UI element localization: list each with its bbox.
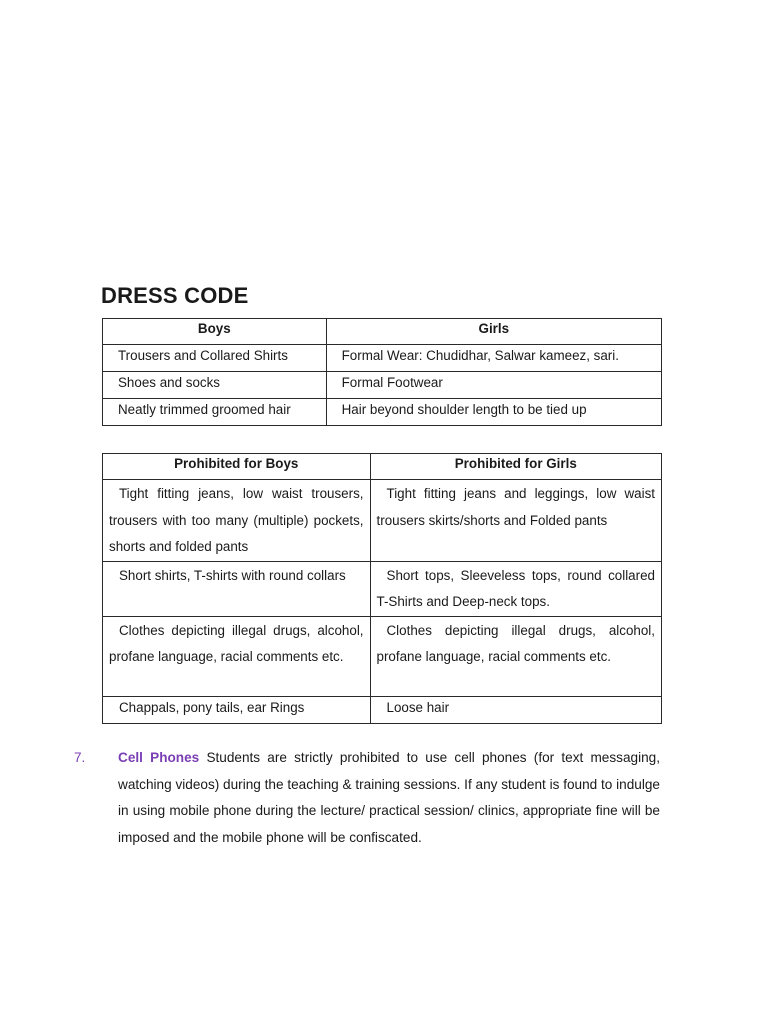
- cell-text: Tight fitting jeans and leggings, low waist trousers skirts/shorts and Folded pants: [376, 486, 655, 528]
- table-cell: [103, 616, 371, 696]
- cell-text: Short shirts, T-shirts with round collars: [119, 567, 346, 583]
- dress-code-table: [102, 318, 662, 426]
- table-row: [103, 616, 662, 696]
- column-header-girls: Girls: [326, 319, 661, 345]
- table-row: [103, 345, 662, 372]
- table-row: [103, 399, 662, 426]
- table-row: [103, 561, 662, 616]
- cell-text: Tight fitting jeans, low waist trousers, trousers with too many (multiple) pockets, shorts and folded pants: [109, 486, 364, 554]
- table-cell: Shoes and socks: [103, 372, 327, 399]
- table-cell: Chappals, pony tails, ear Rings: [103, 696, 371, 723]
- table-row: [103, 372, 662, 399]
- table-cell: Hair beyond shoulder length to be tied up: [326, 399, 661, 426]
- table-header-row: [103, 319, 662, 345]
- table-cell: [370, 480, 661, 562]
- column-header-boys: Boys: [103, 319, 327, 345]
- table-cell: Loose hair: [370, 696, 661, 723]
- cell-phones-section: [74, 745, 660, 851]
- table-cell: Formal Footwear: [326, 372, 661, 399]
- table-cell: [103, 561, 371, 616]
- table-cell: [370, 616, 661, 696]
- section-paragraph: [74, 745, 660, 851]
- section-number: 7.: [74, 750, 86, 765]
- cell-text: Clothes depicting illegal drugs, alcohol, profane language, racial comments etc.: [376, 622, 655, 664]
- cell-text: Short tops, Sleeveless tops, round collared T-Shirts and Deep-neck tops.: [376, 567, 655, 609]
- prohibited-items-table: [102, 453, 662, 724]
- column-header-prohibited-girls: Prohibited for Girls: [370, 454, 661, 480]
- table-cell: Neatly trimmed groomed hair: [103, 399, 327, 426]
- table-header-row: [103, 454, 662, 480]
- section-body: Students are strictly prohibited to use cell phones (for text messaging, watching videos) during the teaching & training sessions. If any student is found to indulge in using mobile phone during the lecture/ practical session/ clinics, appropriate fine will be imposed and the mobile phone will be confiscated.: [118, 750, 660, 845]
- cell-text: Clothes depicting illegal drugs, alcohol, profane language, racial comments etc.: [109, 622, 364, 664]
- page-title: DRESS CODE: [101, 283, 249, 308]
- table-row: [103, 696, 662, 723]
- table-cell: Formal Wear: Chudidhar, Salwar kameez, sari.: [326, 345, 661, 372]
- section-heading: Cell Phones: [118, 750, 200, 765]
- table-cell: Trousers and Collared Shirts: [103, 345, 327, 372]
- table-row: [103, 480, 662, 562]
- table-cell: [370, 561, 661, 616]
- column-header-prohibited-boys: Prohibited for Boys: [103, 454, 371, 480]
- table-cell: [103, 480, 371, 562]
